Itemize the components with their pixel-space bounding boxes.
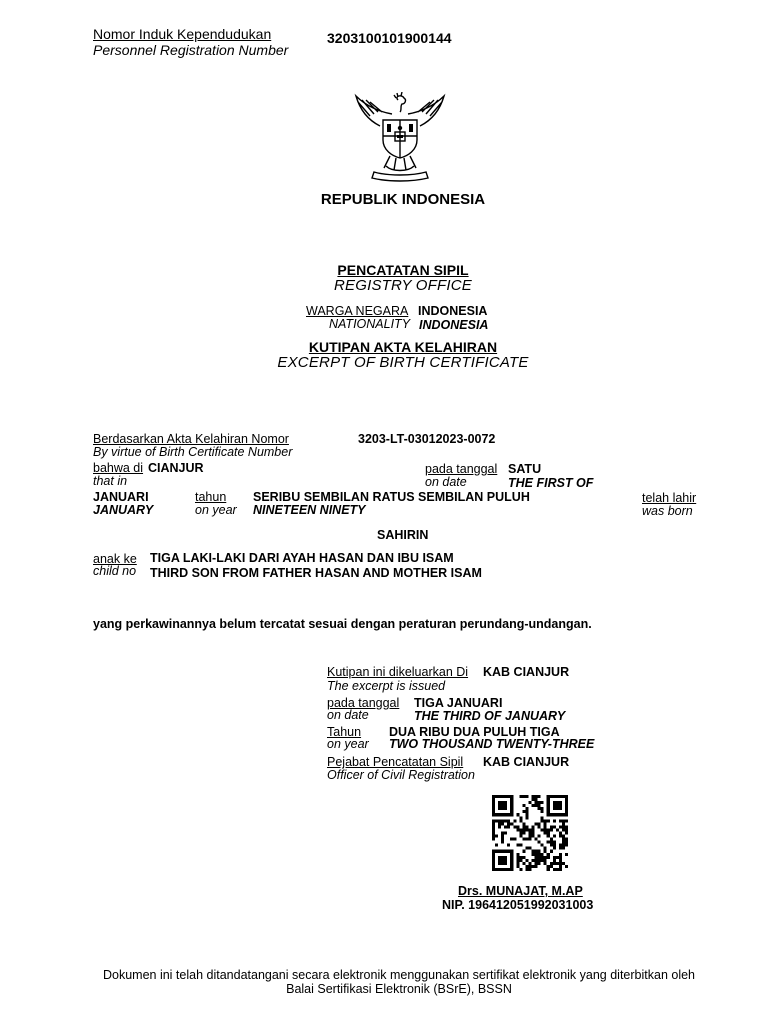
date-label-en: on date [425,475,467,489]
nationality-label: WARGA NEGARA [306,304,409,318]
certificate-number: 3203-LT-03012023-0072 [358,432,496,446]
month-value-en: JANUARY [93,503,154,517]
nik-label: Nomor Induk Kependudukan [93,26,272,42]
officer-place: KAB CIANJUR [483,755,570,769]
signatory-nip: NIP. 196412051992031003 [442,898,594,912]
born-label-en: was born [642,504,693,518]
officer-label: Pejabat Pencatatan Sipil [327,755,464,769]
document-title: KUTIPAN AKTA KELAHIRAN [308,339,498,355]
issue-date-value: TIGA JANUARI [414,696,503,710]
office-title-en: REGISTRY OFFICE [333,277,472,294]
signatory-name: Drs. MUNAJAT, M.AP [458,884,583,898]
issue-date-value-en: THE THIRD OF JANUARY [414,709,566,723]
place-value: CIANJUR [148,461,204,475]
issued-label-en: The excerpt is issued [327,679,446,693]
nationality-value-en: INDONESIA [419,318,489,332]
child-name: SAHIRIN [377,528,429,542]
document-title-en: EXCERPT OF BIRTH CERTIFICATE [277,354,529,371]
footer-line-1: Dokumen ini telah ditandatangani secara elektronik menggunakan sertifikat elektronik yang diterbitkan oleh [102,968,696,982]
year-value-en: NINETEEN NINETY [253,503,366,517]
year-label-en: on year [195,503,237,517]
basis-label-en: By virtue of Birth Certificate Number [93,445,293,459]
nationality-label-en: NATIONALITY [329,317,411,331]
place-label: bahwa di [93,461,144,475]
issue-date-label: pada tanggal [327,696,400,710]
child-order-label: anak ke [93,552,137,566]
issued-label: Kutipan ini dikeluarkan Di [327,665,469,679]
office-title: PENCATATAN SIPIL [337,262,469,278]
date-value-en: THE FIRST OF [508,476,594,490]
nik-label-en: Personnel Registration Number [93,42,289,58]
footer-line-2: Balai Sertifikasi Elektronik (BSrE), BSSN [286,982,512,996]
officer-label-en: Officer of Civil Registration [327,768,475,782]
child-order-label-en: child no [93,564,137,578]
issue-year-value-en: TWO THOUSAND TWENTY-THREE [389,737,595,751]
issue-date-label-en: on date [327,708,369,722]
child-order-value-en: THIRD SON FROM FATHER HASAN AND MOTHER ISAM [150,566,482,580]
year-label: tahun [195,490,227,504]
issue-year-label: Tahun [327,725,362,739]
child-order-value: TIGA LAKI-LAKI DARI AYAH HASAN DAN IBU ISAM [150,551,454,565]
issue-year-value: DUA RIBU DUA PULUH TIGA [389,725,560,739]
nik-value: 3203100101900144 [327,30,452,46]
issue-year-label-en: on year [327,737,369,751]
date-value: SATU [508,462,542,476]
date-label: pada tanggal [425,462,498,476]
nationality-value: INDONESIA [418,304,488,318]
issued-place: KAB CIANJUR [483,665,570,679]
marriage-note: yang perkawinannya belum tercatat sesuai dengan peraturan perundang-undangan. [93,617,592,631]
born-label: telah lahir [642,491,697,505]
month-value: JANUARI [93,490,149,504]
republic-title: REPUBLIK INDONESIA [320,191,486,208]
place-label-en: that in [93,474,128,488]
garuda-emblem-icon [350,92,450,182]
qr-code-icon[interactable] [490,795,570,871]
year-value: SERIBU SEMBILAN RATUS SEMBILAN PULUH [253,490,530,504]
basis-label: Berdasarkan Akta Kelahiran Nomor [93,432,289,446]
